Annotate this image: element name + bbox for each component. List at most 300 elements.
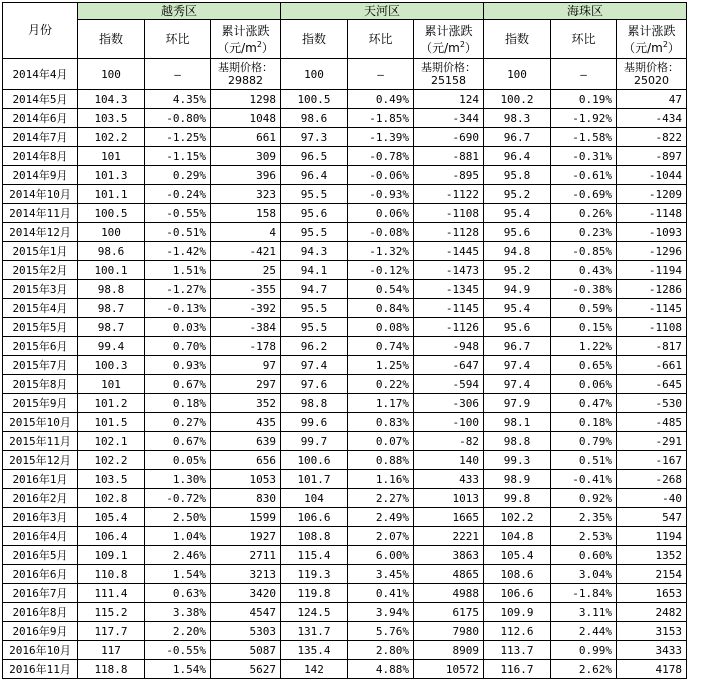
index-cell: 99.3 bbox=[484, 451, 551, 470]
month-cell: 2014年8月 bbox=[3, 147, 78, 166]
mom-cell: 0.83% bbox=[348, 413, 414, 432]
table-row bbox=[3, 508, 687, 527]
mom-cell: 0.26% bbox=[551, 204, 617, 223]
index-cell: 119.3 bbox=[281, 565, 348, 584]
mom-cell: 0.88% bbox=[348, 451, 414, 470]
table-row bbox=[3, 90, 687, 109]
mom-cell: -0.55% bbox=[145, 641, 211, 660]
cumulative-cell: 1048 bbox=[211, 109, 281, 128]
index-cell: 112.6 bbox=[484, 622, 551, 641]
index-cell: 98.7 bbox=[78, 299, 145, 318]
mom-cell: -0.51% bbox=[145, 223, 211, 242]
cumulative-cell: 661 bbox=[211, 128, 281, 147]
index-cell: 100 bbox=[78, 59, 145, 90]
month-cell: 2014年10月 bbox=[3, 185, 78, 204]
mom-cell: -0.93% bbox=[348, 185, 414, 204]
cumulative-cell: 2711 bbox=[211, 546, 281, 565]
month-cell: 2015年9月 bbox=[3, 394, 78, 413]
cumulative-cell: -291 bbox=[617, 432, 687, 451]
month-cell: 2014年11月 bbox=[3, 204, 78, 223]
mom-cell: 2.62% bbox=[551, 660, 617, 679]
mom-cell: 0.74% bbox=[348, 337, 414, 356]
index-cell: 105.4 bbox=[484, 546, 551, 565]
cumulative-cell: 10572 bbox=[414, 660, 484, 679]
cumulative-cell: 4865 bbox=[414, 565, 484, 584]
mom-cell: 0.05% bbox=[145, 451, 211, 470]
month-cell: 2016年1月 bbox=[3, 470, 78, 489]
mom-cell: 0.06% bbox=[348, 204, 414, 223]
base-period-row bbox=[3, 59, 687, 90]
mom-cell: -0.08% bbox=[348, 223, 414, 242]
index-cell: 118.8 bbox=[78, 660, 145, 679]
index-cell: 106.6 bbox=[484, 584, 551, 603]
cumulative-cell: 2154 bbox=[617, 565, 687, 584]
index-cell: 98.3 bbox=[484, 109, 551, 128]
month-cell: 2014年5月 bbox=[3, 90, 78, 109]
mom-cell: 2.27% bbox=[348, 489, 414, 508]
index-cell: 104.8 bbox=[484, 527, 551, 546]
cumulative-cell: 4178 bbox=[617, 660, 687, 679]
month-cell: 2014年4月 bbox=[3, 59, 78, 90]
mom-cell: 0.29% bbox=[145, 166, 211, 185]
table-body bbox=[3, 59, 687, 679]
cumulative-cell: 1013 bbox=[414, 489, 484, 508]
month-cell: 2015年2月 bbox=[3, 261, 78, 280]
base-price-cell: 基期价格：25158 bbox=[414, 59, 484, 90]
cumulative-cell: -344 bbox=[414, 109, 484, 128]
mom-cell: 3.94% bbox=[348, 603, 414, 622]
mom-cell: — bbox=[145, 59, 211, 90]
month-cell: 2016年9月 bbox=[3, 622, 78, 641]
index-cell: 99.6 bbox=[281, 413, 348, 432]
cumulative-cell: 323 bbox=[211, 185, 281, 204]
index-cell: 98.7 bbox=[78, 318, 145, 337]
mom-column-header: 环比 bbox=[551, 20, 617, 59]
month-cell: 2016年10月 bbox=[3, 641, 78, 660]
index-cell: 96.4 bbox=[484, 147, 551, 166]
mom-cell: 0.07% bbox=[348, 432, 414, 451]
mom-cell: -0.72% bbox=[145, 489, 211, 508]
cumulative-cell: 3153 bbox=[617, 622, 687, 641]
month-cell: 2015年11月 bbox=[3, 432, 78, 451]
month-cell: 2016年4月 bbox=[3, 527, 78, 546]
mom-cell: 0.18% bbox=[145, 394, 211, 413]
index-cell: 95.5 bbox=[281, 318, 348, 337]
index-cell: 99.8 bbox=[484, 489, 551, 508]
index-cell: 97.4 bbox=[484, 356, 551, 375]
table-row bbox=[3, 546, 687, 565]
index-cell: 108.8 bbox=[281, 527, 348, 546]
index-cell: 124.5 bbox=[281, 603, 348, 622]
cumulative-cell: 5087 bbox=[211, 641, 281, 660]
index-cell: 96.4 bbox=[281, 166, 348, 185]
month-cell: 2016年11月 bbox=[3, 660, 78, 679]
table-row bbox=[3, 470, 687, 489]
mom-column-header: 环比 bbox=[145, 20, 211, 59]
base-price-cell: 基期价格：29882 bbox=[211, 59, 281, 90]
index-column-header: 指数 bbox=[281, 20, 348, 59]
cumulative-cell: -530 bbox=[617, 394, 687, 413]
cumulative-cell: 547 bbox=[617, 508, 687, 527]
district-header-row bbox=[3, 3, 687, 20]
mom-column-header: 环比 bbox=[348, 20, 414, 59]
table-row bbox=[3, 109, 687, 128]
cumulative-cell: 97 bbox=[211, 356, 281, 375]
index-cell: 100.1 bbox=[78, 261, 145, 280]
cumulative-cell: -392 bbox=[211, 299, 281, 318]
mom-cell: 0.67% bbox=[145, 375, 211, 394]
mom-cell: 2.49% bbox=[348, 508, 414, 527]
cumulative-cell: 2482 bbox=[617, 603, 687, 622]
cumulative-cell: -1194 bbox=[617, 261, 687, 280]
mom-cell: 0.08% bbox=[348, 318, 414, 337]
index-cell: 103.5 bbox=[78, 470, 145, 489]
table-row bbox=[3, 147, 687, 166]
mom-cell: 0.43% bbox=[551, 261, 617, 280]
cumulative-header-unit: （元$/m^2$） bbox=[217, 39, 274, 55]
cumulative-cell: -1122 bbox=[414, 185, 484, 204]
index-cell: 95.6 bbox=[484, 223, 551, 242]
mom-cell: 0.67% bbox=[145, 432, 211, 451]
mom-cell: — bbox=[551, 59, 617, 90]
cumulative-cell: 3213 bbox=[211, 565, 281, 584]
cumulative-cell: 6175 bbox=[414, 603, 484, 622]
index-cell: 101 bbox=[78, 147, 145, 166]
month-cell: 2015年8月 bbox=[3, 375, 78, 394]
cumulative-cell: 4547 bbox=[211, 603, 281, 622]
mom-cell: 0.19% bbox=[551, 90, 617, 109]
index-cell: 101.7 bbox=[281, 470, 348, 489]
index-cell: 98.8 bbox=[281, 394, 348, 413]
mom-cell: -0.55% bbox=[145, 204, 211, 223]
month-cell: 2016年2月 bbox=[3, 489, 78, 508]
cumulative-cell: -1209 bbox=[617, 185, 687, 204]
index-cell: 131.7 bbox=[281, 622, 348, 641]
mom-cell: 0.60% bbox=[551, 546, 617, 565]
cumulative-cell: 7980 bbox=[414, 622, 484, 641]
mom-cell: 0.54% bbox=[348, 280, 414, 299]
cumulative-cell: 124 bbox=[414, 90, 484, 109]
cumulative-column-header bbox=[211, 20, 281, 59]
index-cell: 111.4 bbox=[78, 584, 145, 603]
mom-cell: 0.99% bbox=[551, 641, 617, 660]
index-cell: 101 bbox=[78, 375, 145, 394]
mom-cell: -0.12% bbox=[348, 261, 414, 280]
index-cell: 98.8 bbox=[78, 280, 145, 299]
cumulative-cell: 1053 bbox=[211, 470, 281, 489]
index-cell: 95.6 bbox=[484, 318, 551, 337]
index-cell: 102.8 bbox=[78, 489, 145, 508]
cumulative-cell: -1126 bbox=[414, 318, 484, 337]
index-cell: 102.2 bbox=[78, 128, 145, 147]
cumulative-cell: 1194 bbox=[617, 527, 687, 546]
index-column-header: 指数 bbox=[484, 20, 551, 59]
mom-cell: -0.06% bbox=[348, 166, 414, 185]
index-cell: 110.8 bbox=[78, 565, 145, 584]
cumulative-cell: 8909 bbox=[414, 641, 484, 660]
cumulative-cell: -1044 bbox=[617, 166, 687, 185]
mom-cell: 3.38% bbox=[145, 603, 211, 622]
cumulative-cell: -647 bbox=[414, 356, 484, 375]
mom-cell: -1.32% bbox=[348, 242, 414, 261]
cumulative-cell: -40 bbox=[617, 489, 687, 508]
index-cell: 96.5 bbox=[281, 147, 348, 166]
mom-cell: -1.15% bbox=[145, 147, 211, 166]
mom-cell: 1.22% bbox=[551, 337, 617, 356]
index-cell: 101.2 bbox=[78, 394, 145, 413]
mom-cell: 0.93% bbox=[145, 356, 211, 375]
index-cell: 95.2 bbox=[484, 185, 551, 204]
mom-cell: -0.69% bbox=[551, 185, 617, 204]
index-cell: 97.3 bbox=[281, 128, 348, 147]
mom-cell: 0.41% bbox=[348, 584, 414, 603]
cumulative-cell: -1148 bbox=[617, 204, 687, 223]
cumulative-cell: 2221 bbox=[414, 527, 484, 546]
table-row bbox=[3, 660, 687, 679]
table-row bbox=[3, 622, 687, 641]
cumulative-cell: -384 bbox=[211, 318, 281, 337]
month-cell: 2016年7月 bbox=[3, 584, 78, 603]
index-cell: 95.4 bbox=[484, 204, 551, 223]
index-cell: 96.2 bbox=[281, 337, 348, 356]
index-column-header: 指数 bbox=[78, 20, 145, 59]
mom-cell: 0.65% bbox=[551, 356, 617, 375]
cumulative-cell: -1093 bbox=[617, 223, 687, 242]
index-cell: 97.4 bbox=[484, 375, 551, 394]
cumulative-cell: -268 bbox=[617, 470, 687, 489]
cumulative-cell: -1286 bbox=[617, 280, 687, 299]
mom-cell: -1.92% bbox=[551, 109, 617, 128]
cumulative-cell: 639 bbox=[211, 432, 281, 451]
index-cell: 135.4 bbox=[281, 641, 348, 660]
cumulative-cell: -690 bbox=[414, 128, 484, 147]
cumulative-cell: 1298 bbox=[211, 90, 281, 109]
table-row bbox=[3, 356, 687, 375]
index-cell: 94.9 bbox=[484, 280, 551, 299]
cumulative-cell: 396 bbox=[211, 166, 281, 185]
table-row bbox=[3, 318, 687, 337]
table-row bbox=[3, 261, 687, 280]
cumulative-cell: 309 bbox=[211, 147, 281, 166]
month-cell: 2015年4月 bbox=[3, 299, 78, 318]
cumulative-cell: 1927 bbox=[211, 527, 281, 546]
index-cell: 98.1 bbox=[484, 413, 551, 432]
district-header-yuexiu: 越秀区 bbox=[78, 3, 281, 20]
index-cell: 106.4 bbox=[78, 527, 145, 546]
cumulative-cell: -817 bbox=[617, 337, 687, 356]
index-cell: 100.5 bbox=[281, 90, 348, 109]
mom-cell: 0.92% bbox=[551, 489, 617, 508]
table-row bbox=[3, 413, 687, 432]
index-cell: 99.7 bbox=[281, 432, 348, 451]
mom-cell: 4.35% bbox=[145, 90, 211, 109]
index-cell: 101.1 bbox=[78, 185, 145, 204]
index-cell: 96.7 bbox=[484, 337, 551, 356]
cumulative-cell: 352 bbox=[211, 394, 281, 413]
index-cell: 95.5 bbox=[281, 223, 348, 242]
mom-cell: -1.85% bbox=[348, 109, 414, 128]
index-cell: 119.8 bbox=[281, 584, 348, 603]
mom-cell: 0.51% bbox=[551, 451, 617, 470]
month-cell: 2014年7月 bbox=[3, 128, 78, 147]
table-row bbox=[3, 375, 687, 394]
index-cell: 100.5 bbox=[78, 204, 145, 223]
index-cell: 109.1 bbox=[78, 546, 145, 565]
mom-cell: -1.58% bbox=[551, 128, 617, 147]
table-row bbox=[3, 280, 687, 299]
mom-cell: 1.51% bbox=[145, 261, 211, 280]
index-cell: 105.4 bbox=[78, 508, 145, 527]
cumulative-cell: 47 bbox=[617, 90, 687, 109]
mom-cell: -0.85% bbox=[551, 242, 617, 261]
cumulative-cell: -897 bbox=[617, 147, 687, 166]
index-cell: 117.7 bbox=[78, 622, 145, 641]
index-cell: 101.3 bbox=[78, 166, 145, 185]
mom-cell: 0.18% bbox=[551, 413, 617, 432]
index-cell: 115.2 bbox=[78, 603, 145, 622]
table-row bbox=[3, 128, 687, 147]
cumulative-cell: 297 bbox=[211, 375, 281, 394]
mom-cell: -0.61% bbox=[551, 166, 617, 185]
mom-cell: 2.20% bbox=[145, 622, 211, 641]
index-cell: 102.2 bbox=[484, 508, 551, 527]
mom-cell: 0.23% bbox=[551, 223, 617, 242]
cumulative-cell: -485 bbox=[617, 413, 687, 432]
cumulative-cell: 4 bbox=[211, 223, 281, 242]
index-cell: 104.3 bbox=[78, 90, 145, 109]
mom-cell: 1.16% bbox=[348, 470, 414, 489]
cumulative-cell: -1296 bbox=[617, 242, 687, 261]
mom-cell: 2.07% bbox=[348, 527, 414, 546]
cumulative-header-unit: （元$/m^2$） bbox=[420, 39, 477, 55]
index-cell: 102.1 bbox=[78, 432, 145, 451]
cumulative-cell: 3420 bbox=[211, 584, 281, 603]
table-row bbox=[3, 185, 687, 204]
index-cell: 100 bbox=[484, 59, 551, 90]
table-row bbox=[3, 584, 687, 603]
cumulative-cell: -306 bbox=[414, 394, 484, 413]
index-cell: 95.6 bbox=[281, 204, 348, 223]
cumulative-cell: -881 bbox=[414, 147, 484, 166]
cumulative-cell: 433 bbox=[414, 470, 484, 489]
index-cell: 117 bbox=[78, 641, 145, 660]
cumulative-cell: -178 bbox=[211, 337, 281, 356]
mom-cell: -1.84% bbox=[551, 584, 617, 603]
mom-cell: 0.70% bbox=[145, 337, 211, 356]
mom-cell: -1.39% bbox=[348, 128, 414, 147]
cumulative-cell: -594 bbox=[414, 375, 484, 394]
index-cell: 100.3 bbox=[78, 356, 145, 375]
mom-cell: -0.13% bbox=[145, 299, 211, 318]
cumulative-column-header bbox=[617, 20, 687, 59]
mom-cell: 2.35% bbox=[551, 508, 617, 527]
price-index-table-container bbox=[2, 2, 687, 679]
cumulative-cell: -661 bbox=[617, 356, 687, 375]
index-cell: 108.6 bbox=[484, 565, 551, 584]
table-row bbox=[3, 527, 687, 546]
month-cell: 2016年6月 bbox=[3, 565, 78, 584]
cumulative-cell: 3433 bbox=[617, 641, 687, 660]
cumulative-cell: -1473 bbox=[414, 261, 484, 280]
mom-cell: 0.59% bbox=[551, 299, 617, 318]
index-cell: 95.5 bbox=[281, 185, 348, 204]
cumulative-cell: 1653 bbox=[617, 584, 687, 603]
base-price-cell: 基期价格：25020 bbox=[617, 59, 687, 90]
index-cell: 94.3 bbox=[281, 242, 348, 261]
month-cell: 2014年6月 bbox=[3, 109, 78, 128]
index-cell: 116.7 bbox=[484, 660, 551, 679]
mom-cell: 0.49% bbox=[348, 90, 414, 109]
index-cell: 97.6 bbox=[281, 375, 348, 394]
mom-cell: 2.80% bbox=[348, 641, 414, 660]
month-cell: 2015年10月 bbox=[3, 413, 78, 432]
district-header-tianhe: 天河区 bbox=[281, 3, 484, 20]
table-row bbox=[3, 641, 687, 660]
index-cell: 100.6 bbox=[281, 451, 348, 470]
cumulative-cell: -82 bbox=[414, 432, 484, 451]
index-cell: 106.6 bbox=[281, 508, 348, 527]
cumulative-header-label: 累计涨跌 bbox=[627, 23, 676, 38]
sub-header-row bbox=[3, 20, 687, 59]
mom-cell: 0.03% bbox=[145, 318, 211, 337]
index-cell: 97.9 bbox=[484, 394, 551, 413]
mom-cell: 5.76% bbox=[348, 622, 414, 641]
month-cell: 2016年3月 bbox=[3, 508, 78, 527]
index-cell: 142 bbox=[281, 660, 348, 679]
mom-cell: 1.54% bbox=[145, 660, 211, 679]
month-cell: 2015年6月 bbox=[3, 337, 78, 356]
index-cell: 98.6 bbox=[78, 242, 145, 261]
table-row bbox=[3, 166, 687, 185]
mom-cell: 4.88% bbox=[348, 660, 414, 679]
mom-cell: -0.41% bbox=[551, 470, 617, 489]
month-cell: 2014年9月 bbox=[3, 166, 78, 185]
mom-cell: -1.42% bbox=[145, 242, 211, 261]
mom-cell: 3.11% bbox=[551, 603, 617, 622]
cumulative-header-label: 累计涨跌 bbox=[221, 23, 270, 38]
mom-cell: 0.63% bbox=[145, 584, 211, 603]
cumulative-cell: -434 bbox=[617, 109, 687, 128]
index-cell: 115.4 bbox=[281, 546, 348, 565]
mom-cell: -0.80% bbox=[145, 109, 211, 128]
mom-cell: 1.17% bbox=[348, 394, 414, 413]
cumulative-cell: -1145 bbox=[617, 299, 687, 318]
mom-cell: 0.79% bbox=[551, 432, 617, 451]
month-cell: 2016年5月 bbox=[3, 546, 78, 565]
mom-cell: 0.15% bbox=[551, 318, 617, 337]
mom-cell: 0.06% bbox=[551, 375, 617, 394]
cumulative-cell: -1128 bbox=[414, 223, 484, 242]
cumulative-cell: -895 bbox=[414, 166, 484, 185]
cumulative-cell: 656 bbox=[211, 451, 281, 470]
mom-cell: 3.04% bbox=[551, 565, 617, 584]
index-cell: 95.4 bbox=[484, 299, 551, 318]
price-index-table bbox=[2, 2, 687, 679]
cumulative-cell: 1665 bbox=[414, 508, 484, 527]
index-cell: 100 bbox=[78, 223, 145, 242]
mom-cell: -0.24% bbox=[145, 185, 211, 204]
index-cell: 97.4 bbox=[281, 356, 348, 375]
month-column-header: 月份 bbox=[3, 3, 78, 59]
mom-cell: — bbox=[348, 59, 414, 90]
month-cell: 2015年1月 bbox=[3, 242, 78, 261]
table-row bbox=[3, 204, 687, 223]
mom-cell: 3.45% bbox=[348, 565, 414, 584]
mom-cell: -0.31% bbox=[551, 147, 617, 166]
month-cell: 2015年3月 bbox=[3, 280, 78, 299]
cumulative-cell: -100 bbox=[414, 413, 484, 432]
index-cell: 103.5 bbox=[78, 109, 145, 128]
